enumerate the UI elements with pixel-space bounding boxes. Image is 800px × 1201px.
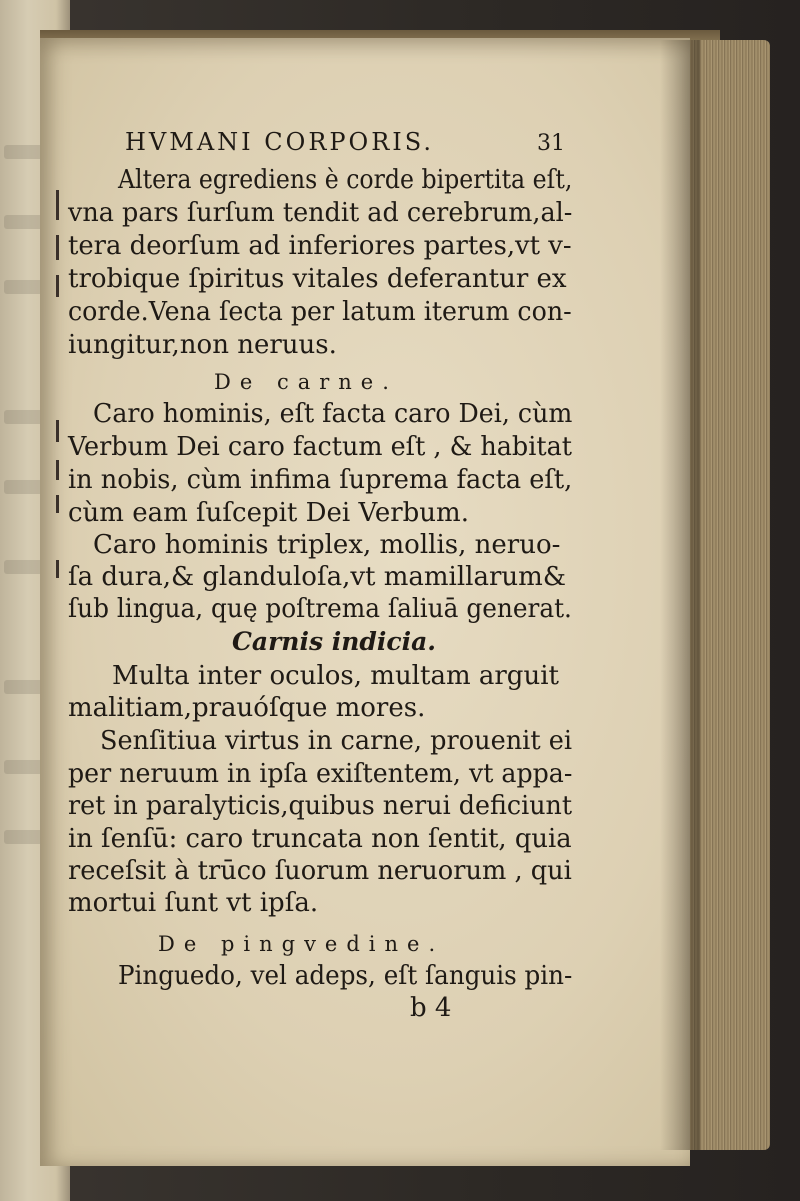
text-line: Pinguedo, vel adeps, eſt ſanguis pin- xyxy=(118,961,573,991)
text-line: Verbum Dei caro factum eſt , & habitat xyxy=(68,432,572,462)
text-line: vna pars ſurſum tendit ad cerebrum,al- xyxy=(68,198,573,228)
text-line: trobique ſpiritus vitales deferantur ex xyxy=(68,264,567,294)
section-heading: De pingvedine. xyxy=(158,932,445,956)
gutter-shadow xyxy=(660,40,700,1150)
signature-mark: b 4 xyxy=(410,993,452,1023)
text-line: Senſitiua virtus in carne, prouenit ei xyxy=(100,726,573,756)
text-line: Caro hominis, eſt facta caro Dei, cùm xyxy=(93,399,573,429)
page-number: 31 xyxy=(537,131,565,156)
text-line: cùm eam ſuſcepit Dei Verbum. xyxy=(68,498,469,528)
text-line: ret in paralyticis,quibus nerui deficiunt xyxy=(68,791,573,821)
margin-ruling xyxy=(48,150,70,1000)
text-line: receſsit à trūco ſuorum neruorum , qui xyxy=(68,856,572,886)
running-head: HVMANI CORPORIS. xyxy=(125,128,434,156)
text-line: corde.Vena ſecta per latum iterum con- xyxy=(68,297,572,327)
text-line: ſub lingua, quę poſtrema ſaliuā generat. xyxy=(68,594,572,624)
text-line: malitiam,prauóſque mores. xyxy=(68,693,426,723)
text-line: in nobis, cùm infima ſuprema facta eſt, xyxy=(68,465,573,495)
section-heading: De carne. xyxy=(214,370,398,394)
text-line: Multa inter oculos, multam arguit xyxy=(112,661,559,691)
text-line: per neruum in ipſa exiſtentem, vt appa- xyxy=(68,759,573,789)
text-line: in ſenſū: caro truncata non ſentit, quia xyxy=(68,824,572,854)
text-line: ſa dura,& glanduloſa,vt mamillarum& xyxy=(68,562,566,592)
subsection-heading: Carnis indicia. xyxy=(232,627,436,656)
text-line: Altera egrediens è corde bipertita eſt, xyxy=(118,165,573,195)
text-line: iungitur,non neruus. xyxy=(68,330,337,360)
text-line: tera deorſum ad inferiores partes,vt v- xyxy=(68,231,572,261)
text-line: mortui ſunt vt ipſa. xyxy=(68,888,319,918)
text-line: Caro hominis triplex, mollis, neruo- xyxy=(93,530,561,560)
